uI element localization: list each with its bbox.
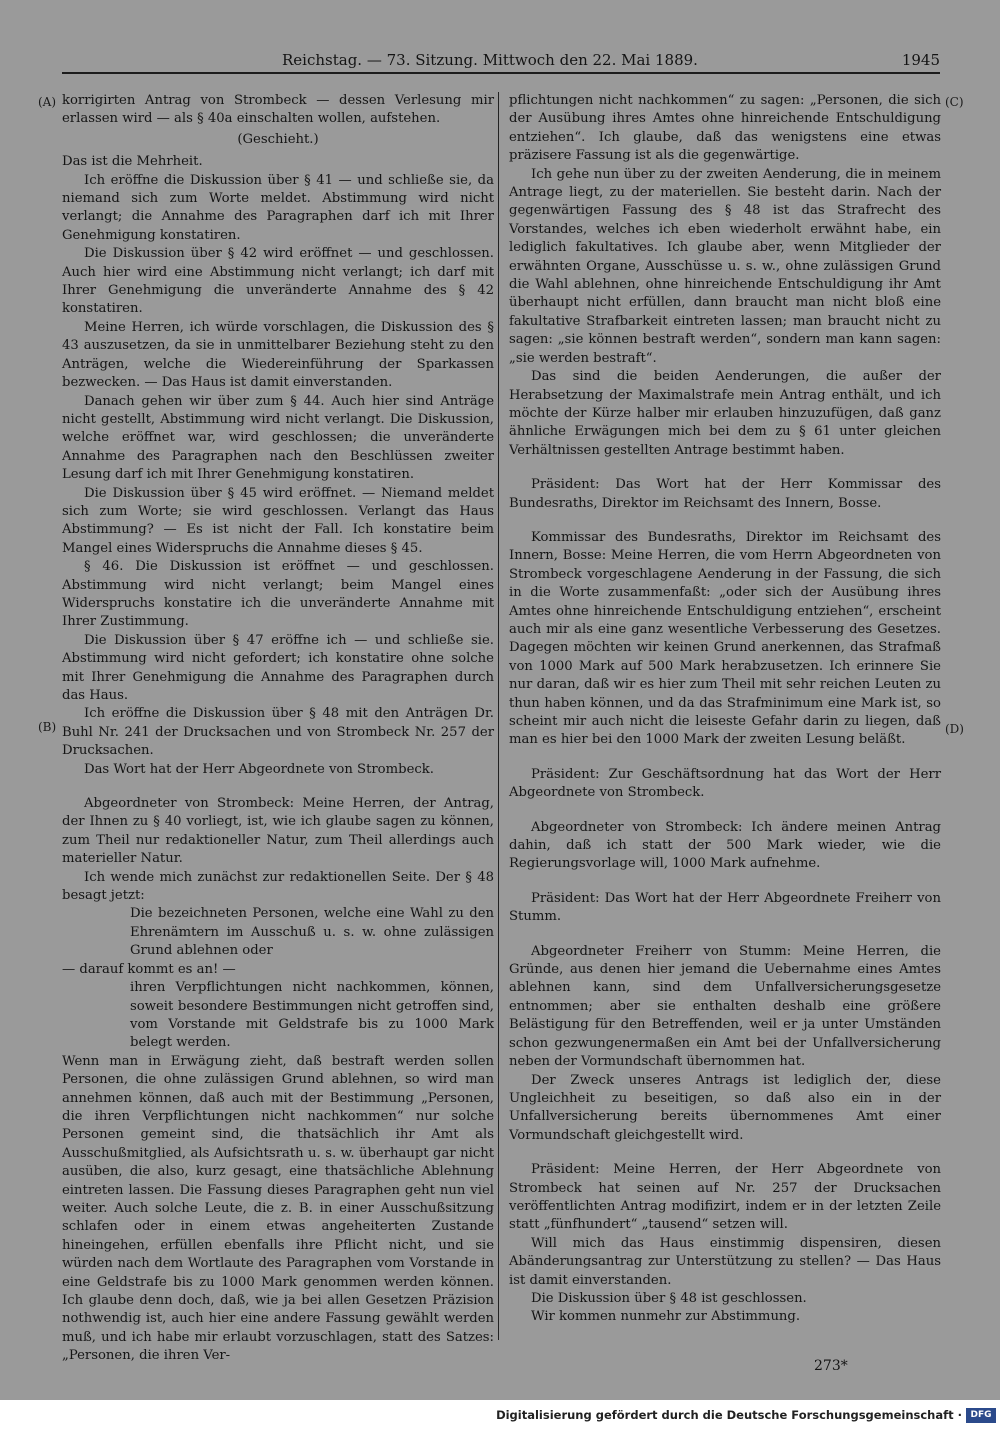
footer-bar: [0, 1400, 1000, 1432]
dfg-logo: DFG: [966, 1408, 996, 1423]
funding-note: Digitalisierung gefördert durch die Deutsche Forschungsgemeinschaft ·: [496, 1408, 962, 1422]
paragraph: § 46. Die Diskussion ist eröffnet — und geschlossen. Abstimmung wird nicht verlangt; beim Mangel eines Widerspruchs konstatire ich die unveränderte Annahme mit Ihrer Zustimmung.: [62, 559, 494, 630]
law-quote: Die bezeichneten Personen, welche eine Wahl zu den Ehrenämtern im Ausschuß u. s. w. ohne zulässigen Grund ablehnen oder: [130, 906, 494, 959]
speech-paragraph: Präsident: Das Wort hat der Herr Abgeordnete Freiherr von Stumm.: [509, 890, 941, 925]
paragraph: Will mich das Haus einstimmig dispensiren, diesen Abänderungsantrag zur Unterstützung zu stellen? — Das Haus ist damit einverstanden.: [509, 1235, 941, 1288]
sheet-signature: 273*: [814, 1358, 848, 1374]
speech-paragraph: Abgeordneter Freiherr von Stumm: Meine Herren, die Gründe, aus denen hier jemand die Uebernahme eines Amtes ablehnen kann, sind dem Unfallversicherungsgesetze entnommen; aber sie enthalten deshalb eine größere Belästigung für den Betreffenden, weil er ja unter Umständen schon gezwungenermaßen ein Amt bei der Unfallversicherung neben der Vormundschaft übernommen hat.: [509, 943, 941, 1070]
paragraph: Das Wort hat der Herr Abgeordnete von Strombeck.: [84, 761, 434, 777]
law-quote: ihren Verpflichtungen nicht nachkommen, können, soweit besondere Bestimmungen nicht getroffen sind, vom Vorstande mit Geldstrafe bis zu 1000 Mark belegt werden.: [130, 980, 494, 1051]
paragraph: Meine Herren, ich würde vorschlagen, die Diskussion des § 43 auszusetzen, da sie in unmittelbarer Beziehung steht zu den Anträgen, welche die Wiedereinführung der Sparkassen bezwecken. — Das Haus ist damit einverstanden.: [62, 319, 494, 391]
header-title: Reichstag. — 73. Sitzung. Mittwoch den 22. Mai 1889.: [282, 51, 698, 69]
paragraph: Ich gehe nun über zu der zweiten Aenderung, die in meinem Antrage liegt, zu der materiellen. Sie besteht darin. Nach der gegenwärtigen Fassung des § 48 ist das Strafrecht des Vorstandes, welches ich eben wiederholt erwähnt habe, ein lediglich fakultatives. Ich glaube aber, wenn Mitglieder der erwähnten Organe, Ausschüsse u. s. w., ohne zulässigen Grund die Wahl ablehnen, ohne hinreichende Entschuldigung ihr Amt überhaupt nicht erfüllen, dann braucht man nicht bloß eine fakultative Strafbarkeit eintreten lassen; man braucht nicht zu sagen: „sie können bestraft werden“, sondern man kann sagen: „sie werden bestraft“.: [509, 166, 941, 366]
interjection: — darauf kommt es an! —: [62, 961, 236, 977]
paragraph: Die Diskussion über § 42 wird eröffnet — und geschlossen. Auch hier wird eine Abstimmung nicht verlangt; ich darf mit Ihrer Genehmigung die unveränderte Annahme des § 42 konstatiren.: [62, 246, 494, 317]
paragraph: Ich eröffne die Diskussion über § 48 mit den Anträgen Dr. Buhl Nr. 241 der Drucksachen und von Strombeck Nr. 257 der Drucksachen.: [62, 706, 494, 759]
paragraph: Die Diskussion über § 45 wird eröffnet. — Niemand meldet sich zum Worte; sie wird geschlossen. Verlangt das Haus Abstimmung? — Es ist nicht der Fall. Ich konstatire beim Mangel eines Widerspruchs die Annahme dieses § 45.: [62, 485, 494, 556]
speech-paragraph: Präsident: Zur Geschäftsordnung hat das Wort der Herr Abgeordnete von Strombeck.: [509, 766, 941, 801]
margin-marker-a: (A): [38, 95, 57, 109]
speech-paragraph: Abgeordneter von Strombeck: Meine Herren, der Antrag, der Ihnen zu § 40 vorliegt, ist, wie ich glaube sagen zu können, zum Theil nur redaktioneller Natur, zum Theil allerdings auch materieller Natur.: [62, 796, 494, 867]
paragraph: Die Diskussion über § 48 ist geschlossen.: [531, 1290, 807, 1306]
margin-marker-d: (D): [945, 722, 964, 736]
paragraph: pflichtungen nicht nachkommen“ zu sagen: „Personen, die sich der Ausübung ihres Amtes ohne hinreichende Entschuldigung entziehen“. Ich glaube, daß das wenigstens eine etwas präzisere Fassung ist als die gegenwärtige.: [509, 93, 941, 164]
speech-paragraph: Kommissar des Bundesraths, Direktor im Reichsamt des Innern, Bosse: Meine Herren, die vom Herrn Abgeordneten von Strombeck vorgeschlagene Aenderung in der Fassung, die sich in die Worte zusammenfaßt: „oder sich der Ausübung ihres Amtes ohne hinreichende Entschuldigung entziehen“, erscheint auch mir als eine ganz wesentliche Verbesserung des Gesetzes. Dagegen möchten wir keinen Grund anerkennen, das Strafmaß von 1000 Mark auf 500 Mark herabzusetzen. Ich erinnere Sie nur daran, daß wir es hier zum Theil mit sehr reichen Leuten zu thun haben können, und da das Strafminimum eine Mark ist, so scheint mir auch nicht die leiseste Gefahr darin zu liegen, daß man es hier bei den 1000 Mark der zweiten Lesung beläßt.: [509, 529, 941, 748]
margin-marker-b: (B): [38, 720, 57, 734]
right-column: [509, 92, 941, 1327]
stage-direction: (Geschieht.): [237, 131, 319, 147]
paragraph: Danach gehen wir über zum § 44. Auch hier sind Anträge nicht gestellt, Abstimmung wird nicht verlangt. Die Diskussion, welche eröffnet war, wird geschlossen; die unveränderte Annahme des Paragraphen nach den Beschlüssen zweiter Lesung darf ich mit Ihrer Genehmigung konstatiren.: [62, 393, 494, 483]
left-column: [62, 92, 494, 1366]
speech-paragraph: Präsident: Das Wort hat der Herr Kommissar des Bundesraths, Direktor im Reichsamt des Innern, Bosse.: [509, 477, 941, 511]
paragraph: Wenn man in Erwägung zieht, daß bestraft werden sollen Personen, die ohne zulässigen Grund ablehnen, so wird man annehmen können, daß auch mit der Bestimmung „Personen, die ihren Verpflichtungen nicht nachkommen“ nur solche Personen gemeint sind, die thatsächlich ihr Amt als Ausschußmitglied, als Aufsichtsrath u. s. w. überhaupt gar nicht ausüben, die also, kurz gesagt, eine thatsächliche Ablehnung eintreten lassen. Die Fassung dieses Paragraphen geht nun viel weiter. Auch solche Leute, die z. B. in einer Ausschußsitzung schlafen oder in einem etwas angeheiterten Zustande hineingehen, erfüllen ebenfalls ihre Pflicht nicht, und sie würden nach dem Wortlaute des Paragraphen vom Vorstande in eine Geldstrafe bis zu 1000 Mark genommen werden können. Ich glaube denn doch, daß, wie ja bei allen Gesetzen Präzision nothwendig ist, auch hier eine andere Fassung gewählt werden muß, und ich habe mir erlaubt vorzuschlagen, statt des Satzes: „Personen, die ihren Ver-: [62, 1053, 494, 1364]
paragraph: Die Diskussion über § 47 eröffne ich — und schließe sie. Abstimmung wird nicht gefordert; ich konstatire ohne solche mit Ihrer Genehmigung die Annahme des Paragraphen durch das Haus.: [62, 632, 494, 703]
paragraph: Das ist die Mehrheit.: [62, 154, 203, 170]
paragraph: Das sind die beiden Aenderungen, die außer der Herabsetzung der Maximalstrafe mein Antrag enthält, und ich möchte der Kürze halber mir erlauben hinzuzufügen, daß ganz ähnliche Erwägungen mich bei dem zu § 61 unter gleichen Verhältnissen gestellten Antrage bestimmt haben.: [509, 369, 941, 458]
paragraph: Ich eröffne die Diskussion über § 41 — und schließe sie, da niemand sich zum Worte meldet. Abstimmung wird nicht verlangt; die Annahme des Paragraphen darf ich mit Ihrer Genehmigung konstatiren.: [62, 172, 494, 243]
paragraph: Der Zweck unseres Antrags ist lediglich der, diese Ungleichheit zu beseitigen, so daß also ein in der Unfallversicherung bereits übernommenes Amt einer Vormundschaft gleichgestellt wird.: [509, 1072, 941, 1143]
paragraph: korrigirten Antrag von Strombeck — dessen Verlesung mir erlassen wird — als § 40a einschalten wollen, aufstehen.: [62, 93, 494, 127]
running-header: [62, 50, 940, 74]
page-number: 1945: [901, 51, 940, 69]
speech-paragraph: Präsident: Meine Herren, der Herr Abgeordnete von Strombeck hat seinen auf Nr. 257 der Drucksachen veröffentlichten Antrag modifizirt, indem er in der letzten Zeile statt „fünfhundert“ „tausend“ setzen will.: [509, 1162, 941, 1233]
paragraph: Wir kommen nunmehr zur Abstimmung.: [531, 1309, 801, 1325]
margin-marker-c: (C): [945, 95, 964, 109]
column-divider: [498, 92, 499, 1340]
speech-paragraph: Abgeordneter von Strombeck: Ich ändere meinen Antrag dahin, daß ich statt der 500 Mark wieder, wie die Regierungsvorlage will, 1000 Mark aufnehme.: [509, 819, 941, 872]
paragraph: Ich wende mich zunächst zur redaktionellen Seite. Der § 48 besagt jetzt:: [62, 869, 494, 904]
